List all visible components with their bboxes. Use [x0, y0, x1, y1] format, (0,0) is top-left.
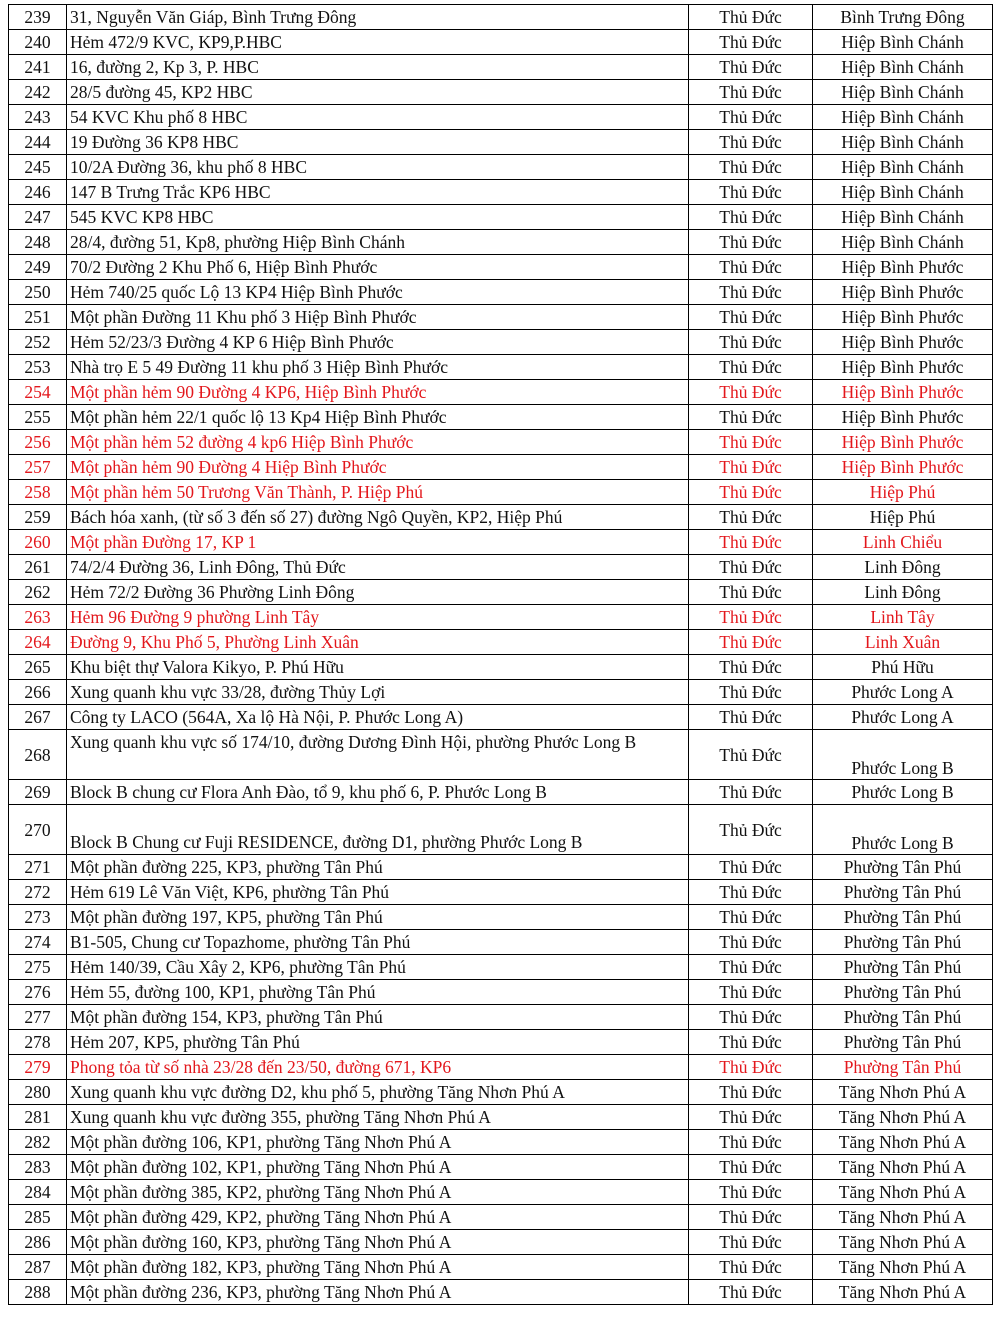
district-cell: Thủ Đức [689, 130, 813, 155]
table-row [9, 330, 993, 355]
ward-cell: Hiệp Bình Chánh [813, 205, 993, 230]
district-cell: Thủ Đức [689, 905, 813, 930]
table-row [9, 655, 993, 680]
row-number-cell: 283 [9, 1155, 67, 1180]
ward-cell: Hiệp Bình Phước [813, 305, 993, 330]
address-cell: Hẻm 472/9 KVC, KP9,P.HBC [67, 30, 689, 55]
district-cell: Thủ Đức [689, 630, 813, 655]
address-cell: Block B chung cư Flora Anh Đào, tổ 9, khu phố 6, P. Phước Long B [67, 780, 689, 805]
district-cell: Thủ Đức [689, 80, 813, 105]
address-cell: 545 KVC KP8 HBC [67, 205, 689, 230]
address-cell: Xung quanh khu vực đường D2, khu phố 5, phường Tăng Nhơn Phú A [67, 1080, 689, 1105]
row-number-cell: 278 [9, 1030, 67, 1055]
district-cell: Thủ Đức [689, 280, 813, 305]
table-row [9, 1155, 993, 1180]
table-row [9, 430, 993, 455]
table-row [9, 930, 993, 955]
district-cell: Thủ Đức [689, 430, 813, 455]
district-cell: Thủ Đức [689, 1180, 813, 1205]
address-cell: Một phần hẻm 90 Đường 4 Hiệp Bình Phước [67, 455, 689, 480]
ward-cell: Hiệp Bình Chánh [813, 55, 993, 80]
table-row [9, 1205, 993, 1230]
row-number-cell: 274 [9, 930, 67, 955]
ward-cell: Linh Tây [813, 605, 993, 630]
row-number-cell: 275 [9, 955, 67, 980]
address-cell: Một phần hẻm 22/1 quốc lộ 13 Kp4 Hiệp Bình Phước [67, 405, 689, 430]
row-number-cell: 288 [9, 1280, 67, 1305]
district-cell: Thủ Đức [689, 155, 813, 180]
ward-cell: Phường Tân Phú [813, 905, 993, 930]
district-cell: Thủ Đức [689, 5, 813, 30]
address-cell: 16, đường 2, Kp 3, P. HBC [67, 55, 689, 80]
address-cell: Một phần đường 429, KP2, phường Tăng Nhơn Phú A [67, 1205, 689, 1230]
table-row [9, 630, 993, 655]
district-cell: Thủ Đức [689, 455, 813, 480]
table-row [9, 780, 993, 805]
district-cell: Thủ Đức [689, 380, 813, 405]
ward-cell: Hiệp Phú [813, 505, 993, 530]
row-number-cell: 280 [9, 1080, 67, 1105]
ward-cell: Phước Long B [813, 805, 993, 855]
ward-cell: Tăng Nhơn Phú A [813, 1280, 993, 1305]
address-cell: B1-505, Chung cư Topazhome, phường Tân Phú [67, 930, 689, 955]
table-row [9, 1255, 993, 1280]
table-row [9, 105, 993, 130]
row-number-cell: 261 [9, 555, 67, 580]
ward-cell: Hiệp Bình Chánh [813, 230, 993, 255]
table-body [9, 5, 993, 1305]
ward-cell: Phường Tân Phú [813, 855, 993, 880]
table-row [9, 580, 993, 605]
table-row [9, 730, 993, 780]
district-cell: Thủ Đức [689, 305, 813, 330]
table-row [9, 30, 993, 55]
address-cell: Phong tỏa từ số nhà 23/28 đến 23/50, đường 671, KP6 [67, 1055, 689, 1080]
table-row [9, 405, 993, 430]
ward-cell: Phước Long A [813, 705, 993, 730]
row-number-cell: 257 [9, 455, 67, 480]
district-cell: Thủ Đức [689, 555, 813, 580]
address-cell: 31, Nguyễn Văn Giáp, Bình Trưng Đông [67, 5, 689, 30]
address-cell: Khu biệt thự Valora Kikyo, P. Phú Hữu [67, 655, 689, 680]
row-number-cell: 258 [9, 480, 67, 505]
address-cell: Hẻm 96 Đường 9 phường Linh Tây [67, 605, 689, 630]
district-cell: Thủ Đức [689, 1205, 813, 1230]
table-row [9, 505, 993, 530]
address-cell: Hẻm 207, KP5, phường Tân Phú [67, 1030, 689, 1055]
table-row [9, 80, 993, 105]
ward-cell: Phước Long B [813, 780, 993, 805]
address-cell: Hẻm 140/39, Cầu Xây 2, KP6, phường Tân Phú [67, 955, 689, 980]
address-cell: Một phần đường 385, KP2, phường Tăng Nhơn Phú A [67, 1180, 689, 1205]
ward-cell: Hiệp Bình Chánh [813, 80, 993, 105]
row-number-cell: 286 [9, 1230, 67, 1255]
ward-cell: Hiệp Bình Chánh [813, 105, 993, 130]
table-row [9, 1105, 993, 1130]
district-cell: Thủ Đức [689, 530, 813, 555]
district-cell: Thủ Đức [689, 855, 813, 880]
table-row [9, 980, 993, 1005]
ward-cell: Tăng Nhơn Phú A [813, 1105, 993, 1130]
district-cell: Thủ Đức [689, 230, 813, 255]
table-row [9, 5, 993, 30]
district-cell: Thủ Đức [689, 1055, 813, 1080]
ward-cell: Phú Hữu [813, 655, 993, 680]
district-cell: Thủ Đức [689, 255, 813, 280]
district-cell: Thủ Đức [689, 680, 813, 705]
table-row [9, 605, 993, 630]
district-cell: Thủ Đức [689, 655, 813, 680]
row-number-cell: 268 [9, 730, 67, 780]
table-row [9, 680, 993, 705]
address-cell: Hẻm 619 Lê Văn Việt, KP6, phường Tân Phú [67, 880, 689, 905]
address-cell: Block B Chung cư Fuji RESIDENCE, đường D1, phường Phước Long B [67, 805, 689, 855]
row-number-cell: 244 [9, 130, 67, 155]
address-table [8, 4, 993, 1305]
ward-cell: Hiệp Bình Chánh [813, 155, 993, 180]
address-cell: Hẻm 740/25 quốc Lộ 13 KP4 Hiệp Bình Phước [67, 280, 689, 305]
district-cell: Thủ Đức [689, 1130, 813, 1155]
address-cell: Một phần đường 102, KP1, phường Tăng Nhơn Phú A [67, 1155, 689, 1180]
row-number-cell: 279 [9, 1055, 67, 1080]
address-cell: Một phần Đường 11 Khu phố 3 Hiệp Bình Phước [67, 305, 689, 330]
table-row [9, 1180, 993, 1205]
address-cell: 28/4, đường 51, Kp8, phường Hiệp Bình Chánh [67, 230, 689, 255]
row-number-cell: 253 [9, 355, 67, 380]
table-row [9, 355, 993, 380]
row-number-cell: 250 [9, 280, 67, 305]
row-number-cell: 259 [9, 505, 67, 530]
district-cell: Thủ Đức [689, 1280, 813, 1305]
ward-cell: Hiệp Bình Phước [813, 330, 993, 355]
ward-cell: Phước Long B [813, 730, 993, 780]
district-cell: Thủ Đức [689, 880, 813, 905]
table-row [9, 1030, 993, 1055]
table-row [9, 130, 993, 155]
ward-cell: Tăng Nhơn Phú A [813, 1255, 993, 1280]
ward-cell: Linh Đông [813, 555, 993, 580]
district-cell: Thủ Đức [689, 505, 813, 530]
address-cell: Nhà trọ E 5 49 Đường 11 khu phố 3 Hiệp Bình Phước [67, 355, 689, 380]
ward-cell: Tăng Nhơn Phú A [813, 1180, 993, 1205]
district-cell: Thủ Đức [689, 480, 813, 505]
table-row [9, 880, 993, 905]
district-cell: Thủ Đức [689, 930, 813, 955]
district-cell: Thủ Đức [689, 1080, 813, 1105]
row-number-cell: 272 [9, 880, 67, 905]
ward-cell: Linh Chiểu [813, 530, 993, 555]
row-number-cell: 245 [9, 155, 67, 180]
address-cell: Hẻm 52/23/3 Đường 4 KP 6 Hiệp Bình Phước [67, 330, 689, 355]
district-cell: Thủ Đức [689, 405, 813, 430]
row-number-cell: 255 [9, 405, 67, 430]
row-number-cell: 256 [9, 430, 67, 455]
row-number-cell: 239 [9, 5, 67, 30]
ward-cell: Bình Trưng Đông [813, 5, 993, 30]
row-number-cell: 270 [9, 805, 67, 855]
table-row [9, 205, 993, 230]
ward-cell: Tăng Nhơn Phú A [813, 1080, 993, 1105]
row-number-cell: 251 [9, 305, 67, 330]
district-cell: Thủ Đức [689, 205, 813, 230]
ward-cell: Hiệp Bình Phước [813, 455, 993, 480]
row-number-cell: 241 [9, 55, 67, 80]
row-number-cell: 248 [9, 230, 67, 255]
row-number-cell: 260 [9, 530, 67, 555]
address-cell: Công ty LACO (564A, Xa lộ Hà Nội, P. Phước Long A) [67, 705, 689, 730]
district-cell: Thủ Đức [689, 980, 813, 1005]
table-row [9, 480, 993, 505]
table-row [9, 905, 993, 930]
ward-cell: Linh Đông [813, 580, 993, 605]
row-number-cell: 262 [9, 580, 67, 605]
table-row [9, 255, 993, 280]
address-cell: Đường 9, Khu Phố 5, Phường Linh Xuân [67, 630, 689, 655]
address-cell: Một phần Đường 17, KP 1 [67, 530, 689, 555]
table-row [9, 805, 993, 855]
row-number-cell: 285 [9, 1205, 67, 1230]
ward-cell: Phường Tân Phú [813, 1005, 993, 1030]
address-cell: 74/2/4 Đường 36, Linh Đông, Thủ Đức [67, 555, 689, 580]
address-cell: Một phần hẻm 90 Đường 4 KP6, Hiệp Bình Phước [67, 380, 689, 405]
row-number-cell: 240 [9, 30, 67, 55]
district-cell: Thủ Đức [689, 705, 813, 730]
district-cell: Thủ Đức [689, 1005, 813, 1030]
district-cell: Thủ Đức [689, 355, 813, 380]
row-number-cell: 281 [9, 1105, 67, 1130]
ward-cell: Phường Tân Phú [813, 955, 993, 980]
ward-cell: Hiệp Phú [813, 480, 993, 505]
row-number-cell: 246 [9, 180, 67, 205]
row-number-cell: 252 [9, 330, 67, 355]
ward-cell: Phường Tân Phú [813, 1055, 993, 1080]
address-cell: 10/2A Đường 36, khu phố 8 HBC [67, 155, 689, 180]
table-row [9, 305, 993, 330]
ward-cell: Tăng Nhơn Phú A [813, 1205, 993, 1230]
row-number-cell: 247 [9, 205, 67, 230]
address-cell: Hẻm 72/2 Đường 36 Phường Linh Đông [67, 580, 689, 605]
row-number-cell: 249 [9, 255, 67, 280]
address-cell: Xung quanh khu vực 33/28, đường Thủy Lợi [67, 680, 689, 705]
district-cell: Thủ Đức [689, 605, 813, 630]
district-cell: Thủ Đức [689, 955, 813, 980]
table-row [9, 180, 993, 205]
address-cell: Xung quanh khu vực đường 355, phường Tăng Nhơn Phú A [67, 1105, 689, 1130]
row-number-cell: 263 [9, 605, 67, 630]
address-cell: Một phần đường 236, KP3, phường Tăng Nhơn Phú A [67, 1280, 689, 1305]
row-number-cell: 282 [9, 1130, 67, 1155]
table-row [9, 1055, 993, 1080]
table-row [9, 705, 993, 730]
district-cell: Thủ Đức [689, 1155, 813, 1180]
address-cell: Một phần đường 197, KP5, phường Tân Phú [67, 905, 689, 930]
district-cell: Thủ Đức [689, 105, 813, 130]
table-row [9, 230, 993, 255]
district-cell: Thủ Đức [689, 805, 813, 855]
table-row [9, 530, 993, 555]
address-cell: Một phần đường 225, KP3, phường Tân Phú [67, 855, 689, 880]
table-row [9, 1230, 993, 1255]
district-cell: Thủ Đức [689, 30, 813, 55]
ward-cell: Tăng Nhơn Phú A [813, 1130, 993, 1155]
district-cell: Thủ Đức [689, 780, 813, 805]
address-cell: 54 KVC Khu phố 8 HBC [67, 105, 689, 130]
ward-cell: Hiệp Bình Phước [813, 430, 993, 455]
ward-cell: Hiệp Bình Chánh [813, 30, 993, 55]
district-cell: Thủ Đức [689, 1230, 813, 1255]
ward-cell: Hiệp Bình Phước [813, 280, 993, 305]
address-cell: Xung quanh khu vực số 174/10, đường Dương Đình Hội, phường Phước Long B [67, 730, 689, 780]
row-number-cell: 254 [9, 380, 67, 405]
address-cell: 70/2 Đường 2 Khu Phố 6, Hiệp Bình Phước [67, 255, 689, 280]
row-number-cell: 273 [9, 905, 67, 930]
address-cell: 28/5 đường 45, KP2 HBC [67, 80, 689, 105]
table-row [9, 155, 993, 180]
row-number-cell: 242 [9, 80, 67, 105]
district-cell: Thủ Đức [689, 180, 813, 205]
table-row [9, 1080, 993, 1105]
district-cell: Thủ Đức [689, 1030, 813, 1055]
ward-cell: Phường Tân Phú [813, 1030, 993, 1055]
row-number-cell: 284 [9, 1180, 67, 1205]
ward-cell: Hiệp Bình Phước [813, 405, 993, 430]
row-number-cell: 276 [9, 980, 67, 1005]
address-cell: Một phần hẻm 50 Trương Văn Thành, P. Hiệp Phú [67, 480, 689, 505]
address-cell: Một phần đường 106, KP1, phường Tăng Nhơn Phú A [67, 1130, 689, 1155]
table-row [9, 1280, 993, 1305]
table-row [9, 380, 993, 405]
district-cell: Thủ Đức [689, 1255, 813, 1280]
table-row [9, 555, 993, 580]
ward-cell: Tăng Nhơn Phú A [813, 1155, 993, 1180]
row-number-cell: 271 [9, 855, 67, 880]
district-cell: Thủ Đức [689, 330, 813, 355]
ward-cell: Hiệp Bình Phước [813, 355, 993, 380]
district-cell: Thủ Đức [689, 580, 813, 605]
table-row [9, 280, 993, 305]
row-number-cell: 269 [9, 780, 67, 805]
ward-cell: Hiệp Bình Chánh [813, 180, 993, 205]
row-number-cell: 267 [9, 705, 67, 730]
table-row [9, 855, 993, 880]
ward-cell: Hiệp Bình Phước [813, 255, 993, 280]
ward-cell: Phường Tân Phú [813, 980, 993, 1005]
ward-cell: Tăng Nhơn Phú A [813, 1230, 993, 1255]
address-cell: 19 Đường 36 KP8 HBC [67, 130, 689, 155]
table-row [9, 455, 993, 480]
row-number-cell: 287 [9, 1255, 67, 1280]
row-number-cell: 265 [9, 655, 67, 680]
ward-cell: Phước Long A [813, 680, 993, 705]
address-cell: Một phần đường 154, KP3, phường Tân Phú [67, 1005, 689, 1030]
district-cell: Thủ Đức [689, 730, 813, 780]
table-row [9, 955, 993, 980]
address-cell: Một phần hẻm 52 đường 4 kp6 Hiệp Bình Phước [67, 430, 689, 455]
district-cell: Thủ Đức [689, 1105, 813, 1130]
row-number-cell: 243 [9, 105, 67, 130]
address-cell: 147 B Trưng Trắc KP6 HBC [67, 180, 689, 205]
table-row [9, 55, 993, 80]
row-number-cell: 266 [9, 680, 67, 705]
ward-cell: Linh Xuân [813, 630, 993, 655]
row-number-cell: 277 [9, 1005, 67, 1030]
table-row [9, 1130, 993, 1155]
address-cell: Hẻm 55, đường 100, KP1, phường Tân Phú [67, 980, 689, 1005]
row-number-cell: 264 [9, 630, 67, 655]
address-cell: Bách hóa xanh, (từ số 3 đến số 27) đường Ngô Quyền, KP2, Hiệp Phú [67, 505, 689, 530]
address-cell: Một phần đường 160, KP3, phường Tăng Nhơn Phú A [67, 1230, 689, 1255]
ward-cell: Phường Tân Phú [813, 880, 993, 905]
ward-cell: Phường Tân Phú [813, 930, 993, 955]
district-cell: Thủ Đức [689, 55, 813, 80]
address-cell: Một phần đường 182, KP3, phường Tăng Nhơn Phú A [67, 1255, 689, 1280]
ward-cell: Hiệp Bình Chánh [813, 130, 993, 155]
ward-cell: Hiệp Bình Phước [813, 380, 993, 405]
table-row [9, 1005, 993, 1030]
